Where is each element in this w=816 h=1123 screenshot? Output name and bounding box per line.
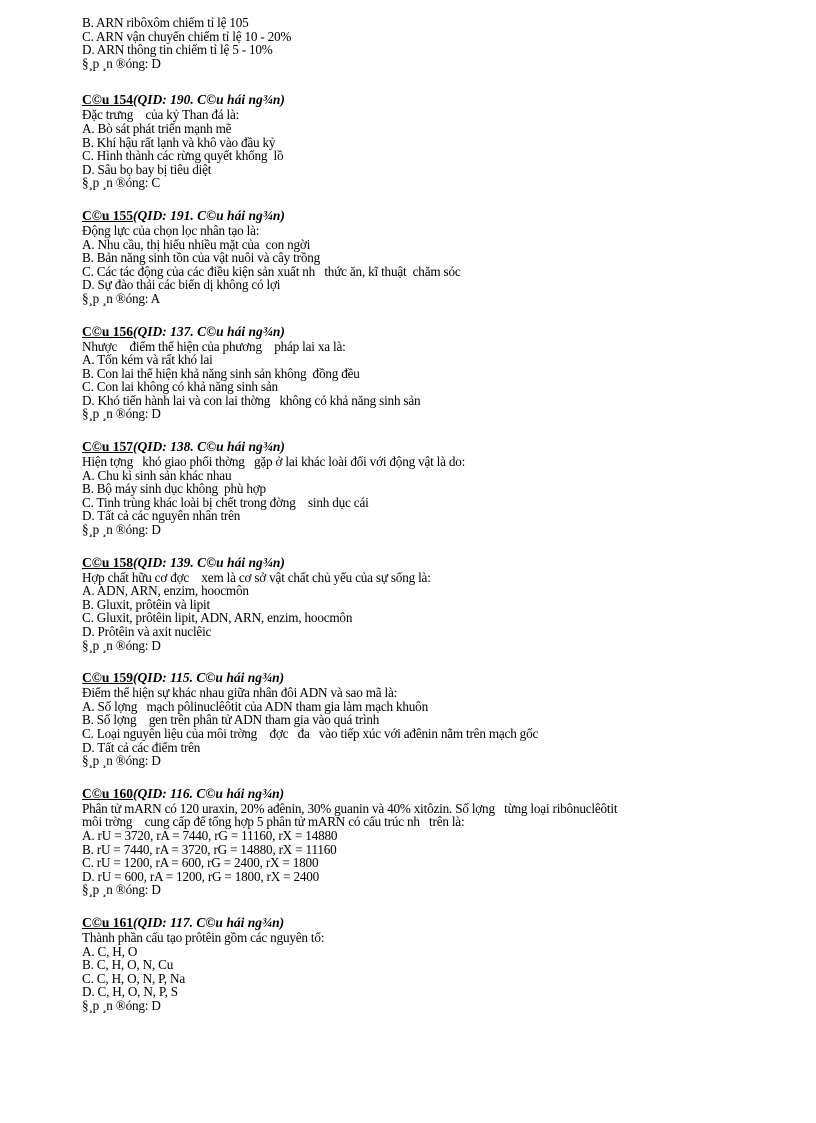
carryover-answers xyxy=(82,16,782,70)
answer-option: C. Hình thành các rừng quyết khổng lồ xyxy=(82,148,284,164)
question-block xyxy=(82,915,782,1013)
answer-option: A. Tốn kém và rất khó lai xyxy=(82,352,213,368)
question-text: Phân tử mARN có 120 uraxin, 20% ađênin, 30% guanin và 40% xitôzin. Số lợng từng loại ribônuclêôtit xyxy=(82,800,618,816)
correct-answer: §¸p ¸n ®óng: D xyxy=(82,997,161,1013)
question-number: C©u 160 xyxy=(82,785,133,801)
question-text: Nhược điểm thể hiện của phương pháp lai xa là: xyxy=(82,338,346,354)
answer-option: A. Số lợng mạch pôlinuclêôtit của ADN tham gia làm mạch khuôn xyxy=(82,698,428,714)
question-qid: (QID: 138. C©u hái ng¾n) xyxy=(132,439,285,455)
question-block xyxy=(82,208,782,306)
correct-answer: §¸p ¸n ®óng: D xyxy=(82,55,161,71)
question-title xyxy=(82,208,782,223)
answer-option: B. Gluxit, prôtêin và lipit xyxy=(82,596,210,612)
question-block xyxy=(82,555,782,653)
question-number: C©u 161 xyxy=(82,914,133,930)
answer-option: D. rU = 600, rA = 1200, rG = 1800, rX = 2400 xyxy=(82,868,320,884)
question-title xyxy=(82,92,782,107)
answer-option: B. Bản năng sinh tồn của vật nuôi và cây trồng xyxy=(82,250,321,266)
answer-option: D. Sự đào thải các biến dị không có lợi xyxy=(82,277,281,293)
question-number: C©u 156 xyxy=(82,323,133,339)
answer-option: A. rU = 3720, rA = 7440, rG = 11160, rX = 14880 xyxy=(82,827,338,843)
correct-answer: §¸p ¸n ®óng: C xyxy=(82,175,160,191)
answer-option: C. Gluxit, prôtêin lipit, ADN, ARN, enzim, hoocmôn xyxy=(82,610,353,626)
question-text: Hiện tợng khó giao phối thờng gặp ở lai khác loài đối với động vật là do: xyxy=(82,454,466,470)
correct-answer: §¸p ¸n ®óng: D xyxy=(82,522,161,538)
question-qid: (QID: 190. C©u hái ng¾n) xyxy=(132,92,285,108)
answer-option: B. Số lợng gen trên phân tử ADN tham gia vào quá trình xyxy=(82,712,380,728)
answer-option: B. C, H, O, N, Cu xyxy=(82,957,174,973)
answer-option: D. Tất cả các điểm trên xyxy=(82,739,201,755)
question-block xyxy=(82,439,782,537)
answer-option: A. Bò sát phát triển mạnh mẽ xyxy=(82,120,232,136)
question-title xyxy=(82,670,782,685)
question-text: Đặc trưng của kỷ Than đá là: xyxy=(82,107,240,123)
answer-option: B. Khí hậu rất lạnh và khô vào đầu kỷ xyxy=(82,134,276,150)
question-qid: (QID: 137. C©u hái ng¾n) xyxy=(132,323,285,339)
question-block xyxy=(82,324,782,422)
question-text: Động lực của chọn lọc nhân tạo là: xyxy=(82,222,260,238)
question-text: Điểm thể hiện sự khác nhau giữa nhân đôi ADN và sao mã là: xyxy=(82,685,398,701)
answer-option: D. Sâu bọ bay bị tiêu diệt xyxy=(82,161,212,177)
question-qid: (QID: 139. C©u hái ng¾n) xyxy=(132,554,285,570)
answer-option: môi trờng cung cấp để tổng hợp 5 phân tử mARN có cấu trúc nh trên là: xyxy=(82,814,465,830)
answer-option: D. ARN thông tin chiếm tỉ lệ 5 - 10% xyxy=(82,42,273,58)
answer-option: D. C, H, O, N, P, S xyxy=(82,984,178,1000)
answer-option: D. Khó tiến hành lai và con lai thờng không có khả năng sinh sản xyxy=(82,392,421,408)
correct-answer: §¸p ¸n ®óng: D xyxy=(82,637,161,653)
answer-option: A. Nhu cầu, thị hiếu nhiều mặt của con ngời xyxy=(82,236,311,252)
question-title xyxy=(82,555,782,570)
answer-option: D. Prôtêin và axit nuclêic xyxy=(82,624,212,639)
answer-option: C. C, H, O, N, P, Na xyxy=(82,970,185,986)
question-block xyxy=(82,670,782,768)
answer-option: C. ARN vận chuyển chiếm tỉ lệ 10 - 20% xyxy=(82,28,292,44)
question-text: Thành phần cấu tạo prôtêin gồm các nguyên tố: xyxy=(82,929,325,945)
question-qid: (QID: 116. C©u hái ng¾n) xyxy=(132,785,285,801)
question-qid: (QID: 117. C©u hái ng¾n) xyxy=(132,914,285,930)
correct-answer: §¸p ¸n ®óng: D xyxy=(82,753,161,769)
correct-answer: §¸p ¸n ®óng: D xyxy=(82,406,161,422)
answer-option: C. rU = 1200, rA = 600, rG = 2400, rX = 1800 xyxy=(82,855,319,871)
answer-option: C. Tinh trùng khác loài bị chết trong đờng sinh dục cái xyxy=(82,494,369,510)
answer-option: C. Loại nguyên liệu của môi trờng đợc đa vào tiếp xúc với ađênin nằm trên mạch gốc xyxy=(82,725,539,741)
question-block xyxy=(82,92,782,190)
answer-option: B. ARN ribôxôm chiếm tỉ lệ 105 xyxy=(82,15,249,30)
question-text: Hợp chất hữu cơ đợc xem là cơ sở vật chất chủ yếu của sự sống là: xyxy=(82,569,431,585)
answer-option: B. rU = 7440, rA = 3720, rG = 14880, rX = 11160 xyxy=(82,841,337,857)
question-number: C©u 154 xyxy=(82,92,133,108)
answer-option: A. Chu kì sinh sản khác nhau xyxy=(82,467,232,483)
answer-option: A. C, H, O xyxy=(82,943,138,959)
question-number: C©u 159 xyxy=(82,670,133,686)
question-title xyxy=(82,786,782,801)
answer-option: B. Bộ máy sinh dục không phù hợp xyxy=(82,481,266,497)
answer-option: B. Con lai thể hiện khả năng sinh sản không đồng đều xyxy=(82,365,360,381)
question-title xyxy=(82,439,782,454)
question-qid: (QID: 115. C©u hái ng¾n) xyxy=(132,670,285,686)
question-number: C©u 155 xyxy=(82,207,133,223)
document-page xyxy=(82,16,782,1012)
correct-answer: §¸p ¸n ®óng: A xyxy=(82,290,160,306)
answer-option: D. Tất cả các nguyên nhân trên xyxy=(82,508,241,524)
answer-option: C. Con lai không có khả năng sinh sản xyxy=(82,379,278,395)
question-qid: (QID: 191. C©u hái ng¾n) xyxy=(132,207,285,223)
answer-option: C. Các tác động của các điều kiện sản xuất nh thức ăn, kĩ thuật chăm sóc xyxy=(82,263,461,279)
question-block xyxy=(82,786,782,897)
question-title xyxy=(82,324,782,339)
correct-answer: §¸p ¸n ®óng: D xyxy=(82,882,161,898)
question-number: C©u 158 xyxy=(82,554,133,570)
question-number: C©u 157 xyxy=(82,439,133,455)
question-title xyxy=(82,915,782,930)
answer-option: A. ADN, ARN, enzim, hoocmôn xyxy=(82,583,249,599)
